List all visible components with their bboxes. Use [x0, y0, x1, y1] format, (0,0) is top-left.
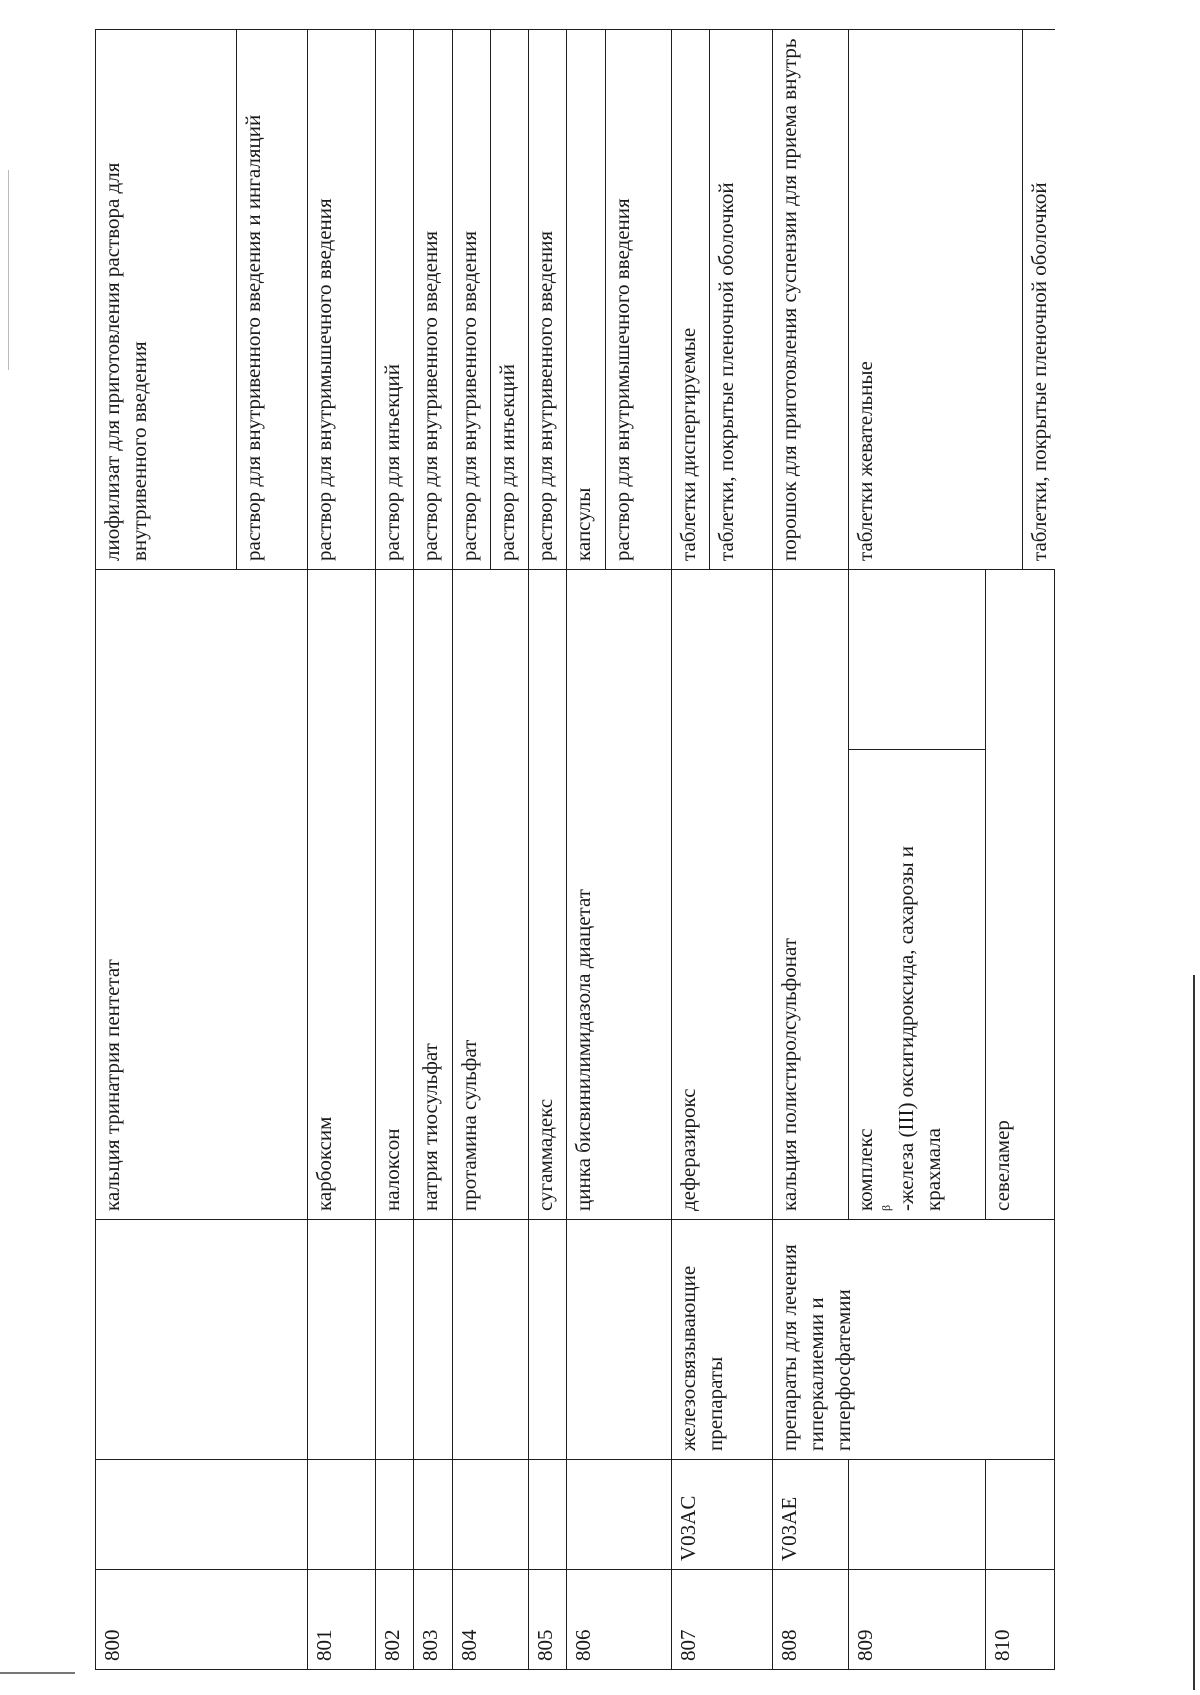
- atc-code: [986, 1460, 1055, 1570]
- drug-name: натрия тиосульфат: [414, 569, 452, 1219]
- dosage-form: таблетки, покрытые пленочной оболочкой: [710, 29, 772, 569]
- dosage-form: лиофилизат для приготовления раствора для внутривенного введения: [96, 29, 237, 569]
- row-number: 800: [96, 1570, 308, 1670]
- dosage-form: раствор для внутримышечного введения: [307, 29, 376, 569]
- atc-code: [529, 1460, 567, 1570]
- group-name: железосвязывающие препараты: [672, 1220, 773, 1460]
- drug-name: карбоксим: [307, 569, 376, 1219]
- table-row: [772, 29, 849, 1669]
- dosage-form: раствор для внутривенного введения: [452, 29, 490, 569]
- atc-code: [452, 1460, 529, 1570]
- table-row: [96, 29, 237, 1669]
- row-number: 805: [529, 1570, 567, 1670]
- dosage-form: раствор для внутривенного введения и ингаляций: [237, 29, 308, 569]
- drug-name: цинка бисвинилимидазола диацетат: [567, 569, 672, 1219]
- row-number: 808: [772, 1570, 849, 1670]
- scan-mark-right: [1193, 975, 1195, 1690]
- drug-name-line1: комплекс: [853, 1128, 878, 1211]
- drug-name: кальция полистиролсульфонат: [772, 569, 849, 1219]
- dosage-form: раствор для инъекций: [490, 29, 528, 569]
- drug-name-line2: -железа (III) оксигидроксида, сахарозы и крахмала: [894, 845, 946, 1211]
- drug-name: севеламер: [986, 569, 1055, 1219]
- row-number: 804: [452, 1570, 529, 1670]
- atc-code: [376, 1460, 414, 1570]
- group-name: [567, 1220, 672, 1460]
- group-name: [529, 1220, 567, 1460]
- atc-code: V03AE: [772, 1460, 849, 1570]
- group-name: препараты для лечения гиперкалиемии и гиперфосфатемии: [772, 1220, 1054, 1460]
- group-name: [376, 1220, 414, 1460]
- dosage-form: раствор для внутривенного введения: [414, 29, 452, 569]
- table-row: [376, 29, 414, 1669]
- drug-name: [849, 750, 986, 1220]
- row-number: 802: [376, 1570, 414, 1670]
- dosage-form: раствор для внутривенного введения: [529, 29, 567, 569]
- group-name: [96, 1220, 308, 1460]
- drug-name: кальция тринатрия пентетат: [96, 569, 308, 1219]
- atc-code: [414, 1460, 452, 1570]
- table-row: [672, 29, 710, 1669]
- atc-code: [307, 1460, 376, 1570]
- dosage-form: раствор для инъекций: [376, 29, 414, 569]
- group-name: [452, 1220, 529, 1460]
- dosage-form-text: таблетки жевательные: [853, 361, 878, 561]
- drug-name: деферазирокс: [672, 569, 773, 1219]
- table-row: [414, 29, 452, 1669]
- drug-list-table: [95, 29, 1055, 1670]
- scan-mark-bottom: [0, 1672, 75, 1674]
- dosage-form: капсулы: [567, 29, 605, 569]
- drug-name: налоксон: [376, 569, 414, 1219]
- dosage-form: таблетки диспергируемые: [672, 29, 710, 569]
- row-number: 806: [567, 1570, 672, 1670]
- atc-code: [567, 1460, 672, 1570]
- row-number: 809: [849, 1570, 986, 1670]
- row-number: 810: [986, 1570, 1055, 1670]
- dosage-form: [849, 29, 1055, 569]
- atc-code: [96, 1460, 308, 1570]
- table-row: [307, 29, 376, 1669]
- drug-name-sub: β: [879, 1204, 894, 1211]
- row-number: 807: [672, 1570, 773, 1670]
- group-name: [414, 1220, 452, 1460]
- row-number: 803: [414, 1570, 452, 1670]
- table-row: [567, 29, 605, 1669]
- row-number: 801: [307, 1570, 376, 1670]
- group-name: [307, 1220, 376, 1460]
- table-row: [452, 29, 490, 1669]
- drug-name: протамина сульфат: [452, 569, 529, 1219]
- scan-mark-top: [8, 170, 9, 370]
- table-row: [529, 29, 567, 1669]
- atc-code: [849, 1460, 986, 1570]
- dosage-form: порошок для приготовления суспензии для приема внутрь: [772, 29, 849, 569]
- dosage-form: раствор для внутримышечного введения: [605, 29, 671, 569]
- drug-name: сугаммадекс: [529, 569, 567, 1219]
- atc-code: V03AC: [672, 1460, 773, 1570]
- drug-name-blank: [849, 569, 986, 749]
- dosage-form-text-810: таблетки, покрытые пленочной оболочкой: [1022, 30, 1053, 569]
- rotated-table-container: [95, 30, 1055, 1670]
